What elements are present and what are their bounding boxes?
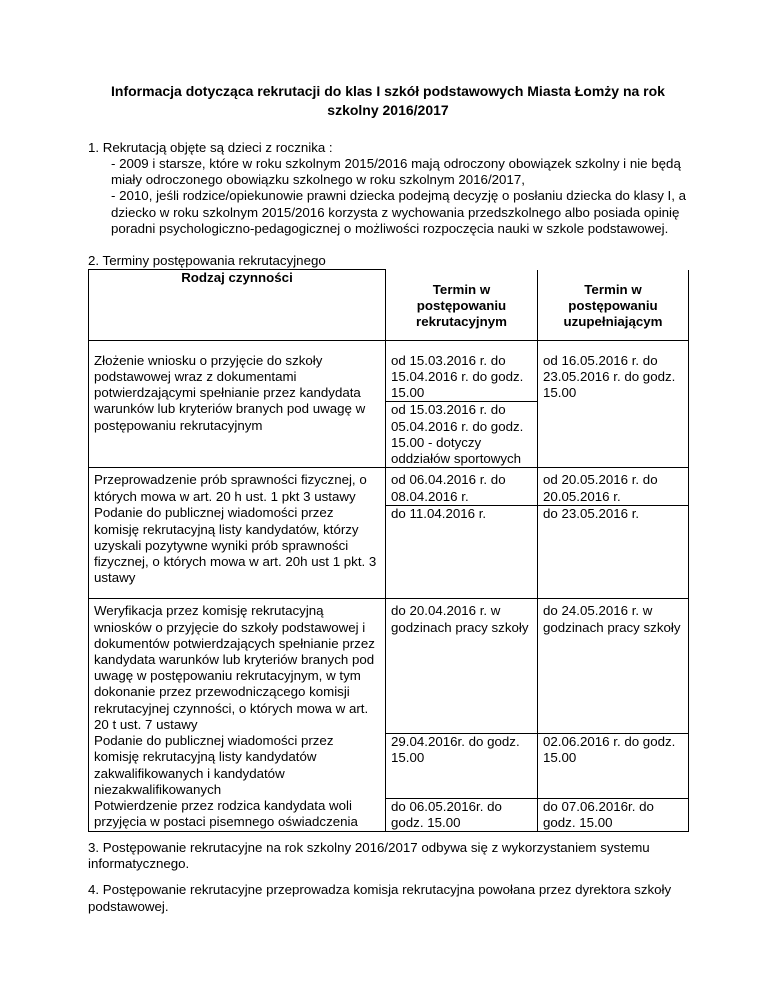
table-row (89, 599, 689, 733)
row-4-term: do 20.04.2016 r. w godzinach pracy szkoły (386, 599, 538, 733)
schedule-table (88, 269, 689, 832)
row-5-supplementary: 02.06.2016 r. do godz. 15.00 (538, 733, 689, 798)
document-page (88, 82, 688, 915)
header-term-supplementary: Termin w postępowaniu uzupełniającym (538, 270, 689, 341)
section-1-item-2: - 2010, jeśli rodzice/opiekunowie prawni dziecka podejmą decyzję o posłaniu dziecka do klasy I, a dziecko w roku szkolnym 2015/2016 korzysta z wychowania przedszkolnego albo posiada opinię poradni psychologiczno-pedagogicznej o możliwości rozpoczęcia nauki w szkole podstawowej. (111, 188, 687, 236)
row-6-term: do 06.05.2016r. do godz. 15.00 (386, 798, 538, 831)
row-2-activity: Przeprowadzenie prób sprawności fizycznej, o których mowa w art. 20 h ust. 1 pkt 3 ustawy (89, 468, 386, 505)
row-3-term: do 11.04.2016 r. (386, 505, 538, 599)
row-2-supplementary: od 20.05.2016 r. do 20.05.2016 r. (538, 468, 689, 505)
header-activity: Rodzaj czynności (89, 270, 386, 341)
row-3-activity: Podanie do publicznej wiadomości przez komisję rekrutacyjną listy kandydatów, którzy uzyskali pozytywne wyniki prób sprawności fizycznej, o których mowa w art. 20h ust 1 pkt. 3 ustawy (89, 505, 386, 599)
row-1-term-b: od 15.03.2016 r. do 05.04.2016 r. do godz. 15.00 - dotyczy oddziałów sportowych (386, 401, 537, 467)
row-5-term: 29.04.2016r. do godz. 15.00 (386, 733, 538, 798)
row-6-activity: Potwierdzenie przez rodzica kandydata woli przyjęcia w postaci pisemnego oświadczenia (89, 798, 386, 831)
row-4-supplementary: do 24.05.2016 r. w godzinach pracy szkoły (538, 599, 689, 733)
table-row (89, 505, 689, 599)
table-row (89, 733, 689, 798)
section-4: 4. Postępowanie rekrutacyjne przeprowadza komisja rekrutacyjna powołana przez dyrektora szkoły podstawowej. (88, 882, 672, 914)
section-1 (88, 140, 688, 237)
table-row (89, 340, 689, 468)
row-1-activity: Złożenie wniosku o przyjęcie do szkoły podstawowej wraz z dokumentami potwierdzającymi spełnianie przez kandydata warunków lub kryteriów branych pod uwagę w postępowaniu rekrutacyjnym (89, 340, 386, 468)
section-2-heading: 2. Terminy postępowania rekrutacyjnego (88, 253, 326, 269)
row-3-supplementary: do 23.05.2016 r. (538, 505, 689, 599)
section-2 (88, 253, 688, 832)
table-header-row (89, 270, 689, 341)
row-6-supplementary: do 07.06.2016r. do godz. 15.00 (538, 798, 689, 831)
section-3: 3. Postępowanie rekrutacyjne na rok szkolny 2016/2017 odbywa się z wykorzystaniem systemu informatycznego. (88, 839, 650, 872)
row-5-activity: Podanie do publicznej wiadomości przez komisję rekrutacyjną listy kandydatów zakwalifikowanych i kandydatów niezakwalifikowanych (89, 733, 386, 798)
header-term-recruitment: Termin w postępowaniu rekrutacyjnym (386, 270, 538, 341)
row-4-activity: Weryfikacja przez komisję rekrutacyjną wniosków o przyjęcie do szkoły podstawowej i dokumentów potwierdzających spełnianie przez kandydata warunków lub kryteriów branych pod uwagę w postępowaniu rekrutacyjnym, w tym dokonanie przez przewodniczącego komisji rekrutacyjnej czynności, o których mowa w art. 20 t ust. 7 ustawy (89, 599, 386, 733)
row-1-supplementary: od 16.05.2016 r. do 23.05.2016 r. do godz. 15.00 (538, 340, 689, 468)
table-row (89, 468, 689, 505)
table-row (89, 798, 689, 831)
row-1-term (386, 340, 538, 468)
section-1-item-1: - 2009 i starsze, które w roku szkolnym 2015/2016 mają odroczony obowiązek szkolny i nie będą miały odroczonego obowiązku szkolnego w roku szkolnym 2016/2017, (111, 156, 681, 188)
document-title: Informacja dotycząca rekrutacji do klas I szkół podstawowych Miasta Łomży na rok szkolny 2016/2017 (111, 83, 665, 118)
section-1-intro: 1. Rekrutacją objęte są dzieci z rocznika : (88, 139, 333, 155)
row-1-term-a: od 15.03.2016 r. do 15.04.2016 r. do godz. 15.00 (391, 352, 524, 401)
row-2-term: od 06.04.2016 r. do 08.04.2016 r. (386, 468, 538, 505)
